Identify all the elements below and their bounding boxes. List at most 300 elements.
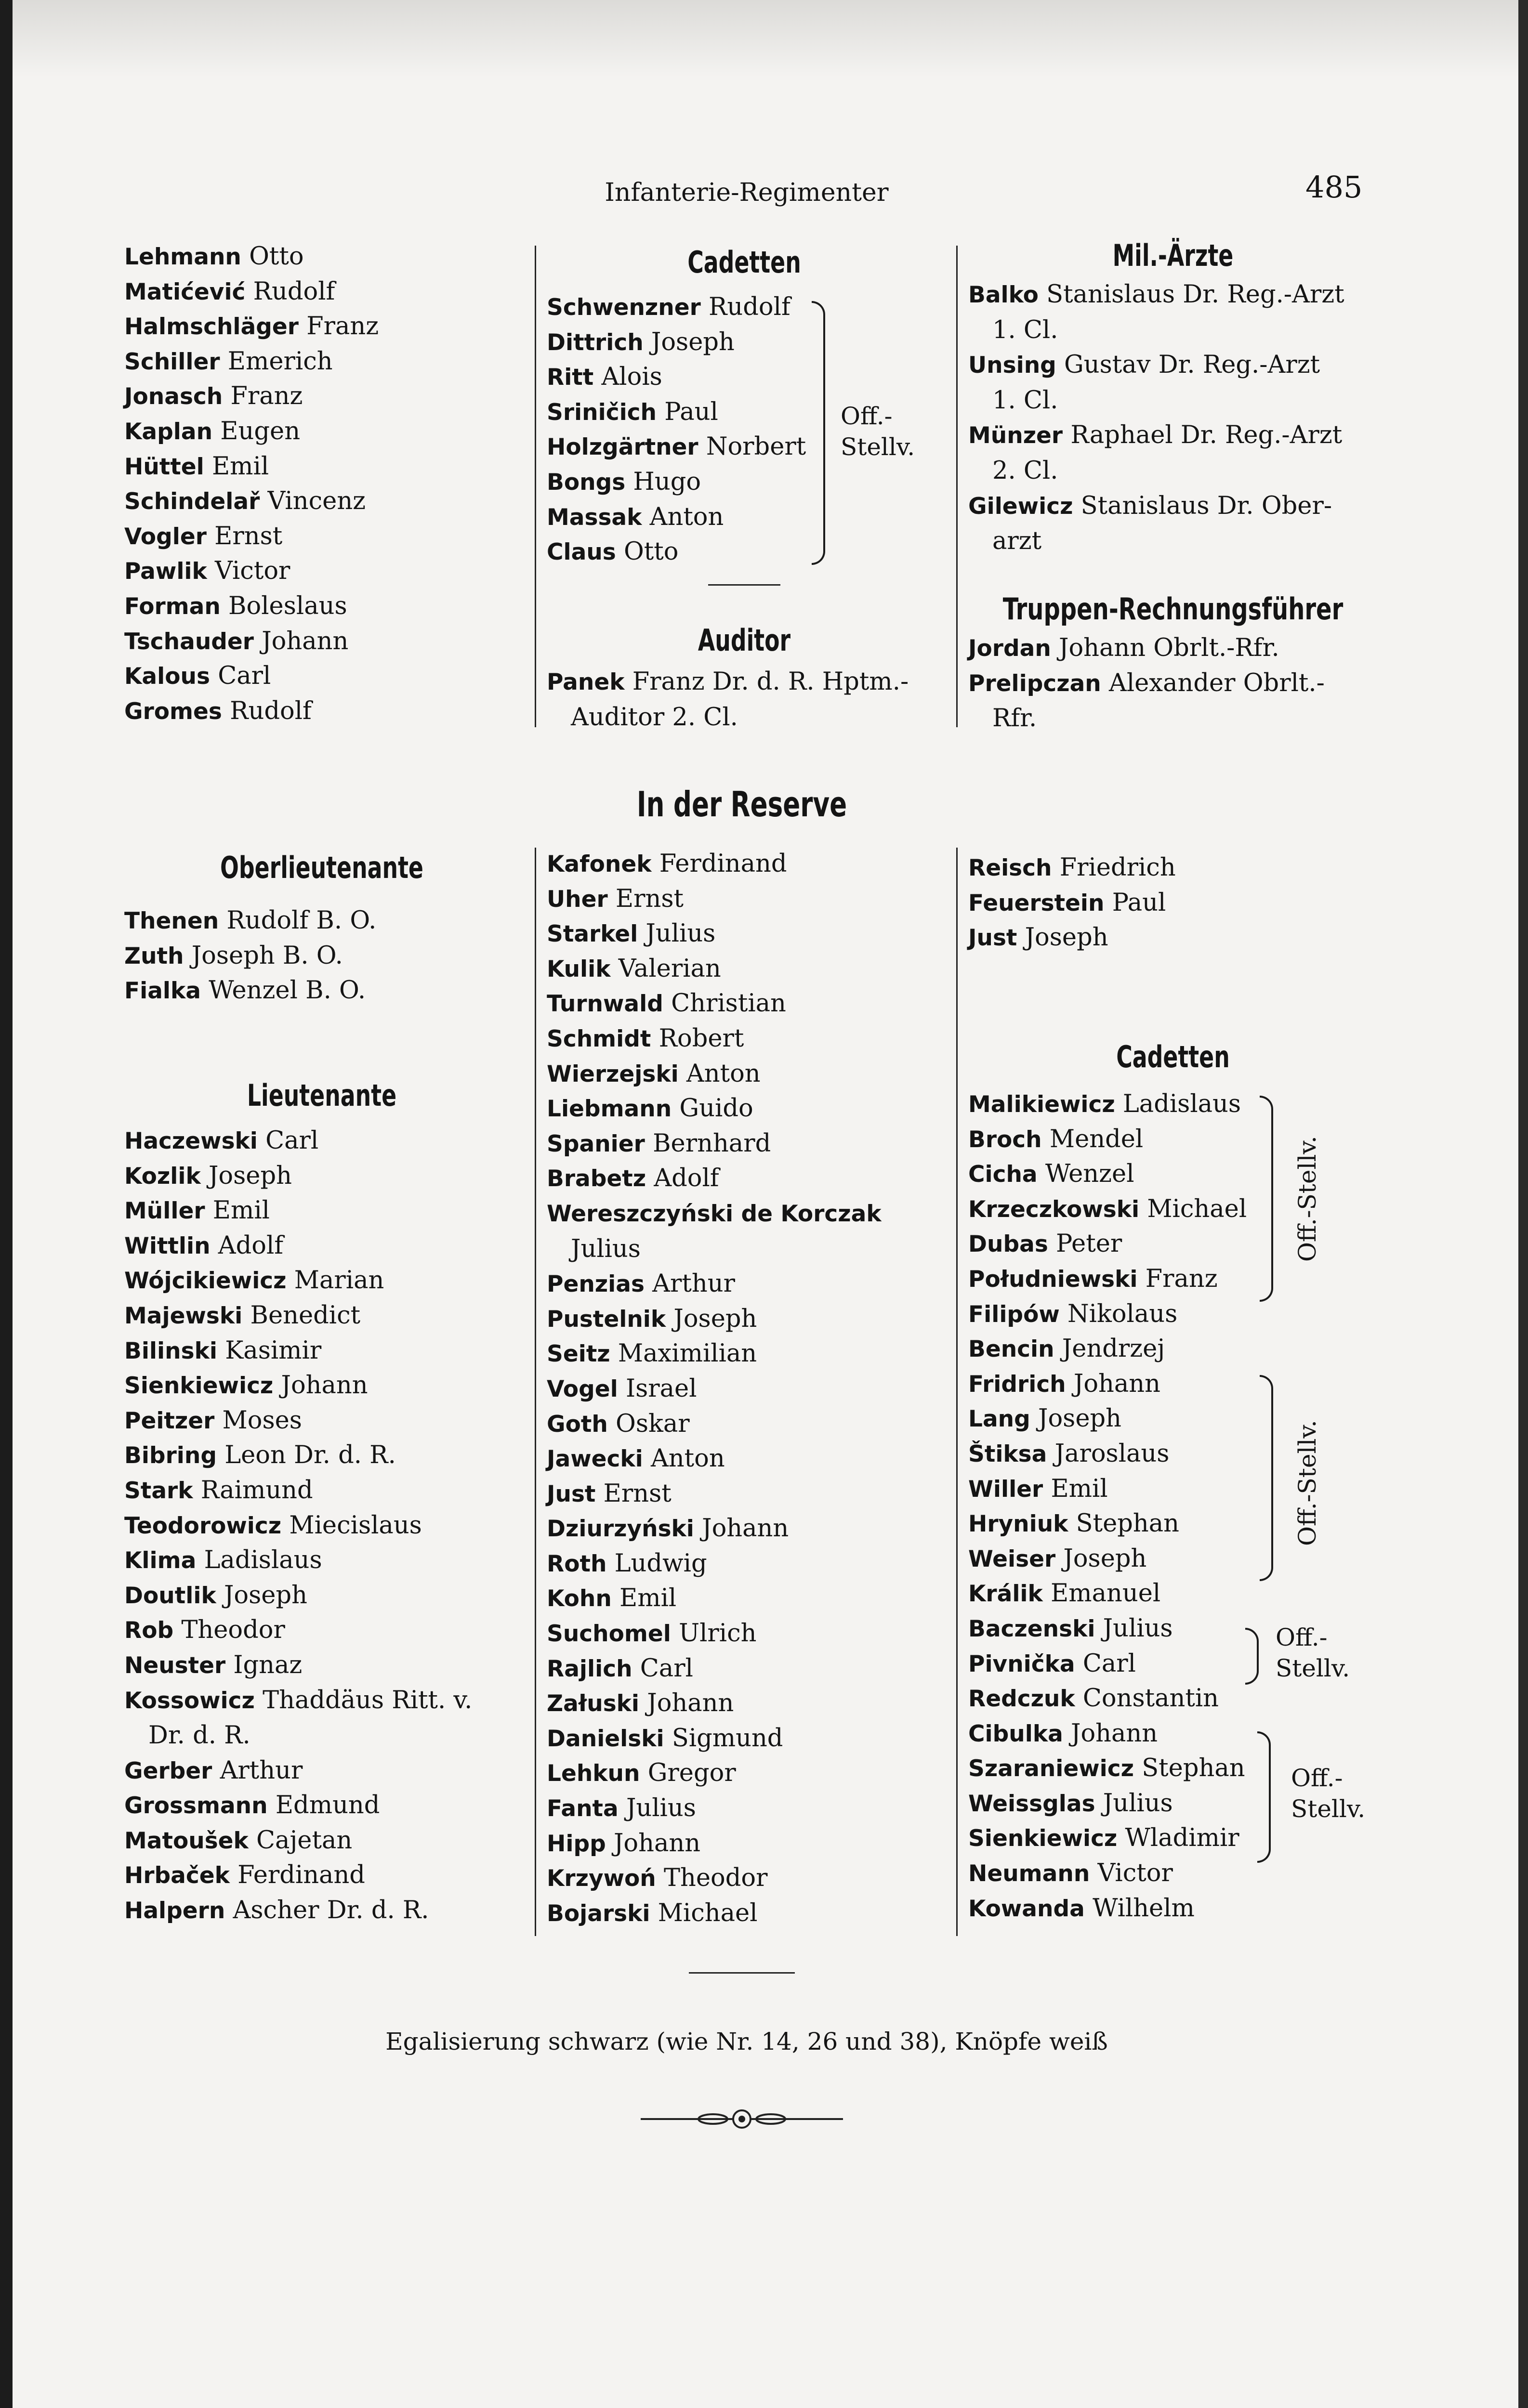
surname: Neuster	[124, 1652, 226, 1679]
section-mil-aerzte	[968, 234, 1378, 559]
given-name: Ignaz	[233, 1650, 303, 1679]
surname: Roth	[547, 1550, 607, 1577]
surname: Kozlik	[124, 1163, 201, 1190]
surname: Ritt	[547, 364, 594, 391]
surname: Massak	[547, 504, 642, 531]
given-name: Franz Dr. d. R. Hptm.-	[632, 667, 909, 696]
surname: Grossmann	[124, 1793, 268, 1819]
list-item	[124, 239, 519, 275]
list-item	[124, 519, 519, 554]
surname: Claus	[547, 539, 616, 566]
given-name: Emerich	[227, 347, 333, 376]
surname: Kowanda	[968, 1895, 1085, 1922]
surname: Danielski	[547, 1725, 664, 1752]
list-item	[968, 1716, 1378, 1752]
list-item	[968, 489, 1378, 559]
given-name: Carl	[640, 1654, 693, 1683]
list-item	[547, 1686, 942, 1721]
given-name: Boleslaus	[228, 591, 347, 620]
given-name: Adolf	[218, 1231, 284, 1260]
surname: Pivnička	[968, 1650, 1075, 1677]
list-item	[124, 659, 519, 694]
surname: Rajlich	[547, 1655, 632, 1682]
given-name: Joseph	[208, 1161, 292, 1190]
given-name: Rudolf	[253, 277, 335, 306]
given-name: Joseph	[1063, 1544, 1147, 1573]
surname: Brabetz	[547, 1165, 646, 1192]
surname: Gerber	[124, 1757, 212, 1784]
given-name: Rudolf B. O.	[226, 906, 377, 935]
list-item	[547, 535, 942, 570]
surname: Vogler	[124, 523, 207, 550]
section-oberleutnante	[124, 844, 519, 1008]
surname: Just	[547, 1480, 596, 1507]
list-item	[968, 1297, 1378, 1332]
short-rule	[708, 584, 780, 586]
given-name: Arthur	[652, 1269, 735, 1298]
surname: Vogel	[547, 1375, 618, 1402]
given-name: Ernst	[615, 884, 684, 913]
brace-vertical-label: Off.-Stellv.	[1293, 1136, 1321, 1262]
brace-label-stellv: Stellv.	[1276, 1654, 1350, 1682]
heading-in-der-reserve: In der Reserve	[636, 784, 847, 824]
surname: Fridrich	[968, 1371, 1066, 1398]
given-name: Vincenz	[267, 487, 366, 516]
surname: Wereszczyński de Korczak	[547, 1200, 882, 1227]
list-item	[547, 952, 942, 987]
list-item	[547, 1372, 942, 1407]
given-name: Bernhard	[653, 1129, 771, 1158]
surname: Hipp	[547, 1830, 606, 1857]
given-name: Ernst	[603, 1479, 672, 1508]
surname: Reisch	[968, 855, 1052, 881]
given-name: Otto	[249, 242, 304, 271]
given-name: Friedrich	[1059, 853, 1176, 882]
list-item	[124, 1543, 519, 1578]
given-name: Adolf	[654, 1164, 719, 1193]
surname: Doutlik	[124, 1582, 216, 1609]
surname: Stark	[124, 1477, 193, 1504]
list-item	[968, 920, 1378, 955]
list-item	[124, 939, 519, 974]
surname: Gromes	[124, 698, 222, 725]
heading-auditor: Auditor	[698, 623, 791, 658]
given-name: Maximilian	[618, 1339, 757, 1368]
list-item	[968, 1262, 1378, 1297]
given-name: Raimund	[200, 1476, 313, 1505]
continuation: 1. Cl.	[992, 386, 1058, 415]
list-item	[547, 1616, 942, 1651]
surname: Załuski	[547, 1690, 640, 1717]
list-item	[124, 1683, 519, 1754]
list-item	[547, 290, 942, 325]
surname: Jonasch	[124, 383, 223, 410]
surname: Peitzer	[124, 1407, 215, 1434]
given-name: Michael	[1147, 1194, 1247, 1223]
given-name: Arthur	[220, 1756, 303, 1785]
ornament-divider	[641, 2105, 843, 2133]
given-name: Wilhelm	[1093, 1894, 1195, 1923]
surname: Feuerstein	[968, 890, 1105, 916]
surname: Malikiewicz	[968, 1091, 1115, 1118]
given-name: Joseph B. O.	[191, 941, 343, 970]
given-name: Ulrich	[679, 1619, 757, 1648]
given-name: Victor	[1097, 1859, 1173, 1888]
brace	[812, 301, 825, 565]
surname: Thenen	[124, 908, 219, 934]
surname: Jordan	[968, 635, 1051, 662]
brace-label-stellv: Stellv.	[1291, 1795, 1366, 1823]
given-name: Emil	[212, 1196, 270, 1225]
list-item	[547, 1477, 942, 1512]
surname: Goth	[547, 1411, 608, 1438]
surname: Cicha	[968, 1161, 1038, 1188]
heading-cadetten: Cadetten	[687, 245, 801, 280]
list-item	[968, 1891, 1378, 1926]
continuation: arzt	[992, 527, 1042, 556]
list-item	[124, 1298, 519, 1334]
brace-label-stellv: Stellv.	[841, 433, 915, 461]
list-item	[124, 449, 519, 484]
given-name: Kasimir	[225, 1336, 322, 1365]
list-item	[124, 903, 519, 939]
list-item	[547, 1302, 942, 1337]
section-auditor	[547, 616, 942, 735]
continuation: 2. Cl.	[992, 456, 1058, 485]
given-name: Valerian	[618, 954, 721, 983]
surname: Holzgärtner	[547, 434, 698, 461]
given-name: Paul	[1112, 888, 1166, 917]
surname: Forman	[124, 593, 221, 620]
given-name: Johann	[702, 1514, 789, 1543]
list-item	[968, 1856, 1378, 1891]
surname: Hrbaček	[124, 1862, 230, 1889]
section-truppen-rechnungsfuehrer	[968, 588, 1378, 736]
given-name: Joseph	[673, 1304, 757, 1333]
surname: Kulik	[547, 955, 611, 982]
given-name: Wenzel B. O.	[209, 976, 366, 1005]
surname: Unsing	[968, 352, 1056, 379]
brace-label-off: Off.-	[1291, 1764, 1343, 1792]
surname: Liebmann	[547, 1096, 672, 1123]
heading-truppen-rechnungsfuehrer: Truppen-Rechnungsführer	[1002, 591, 1344, 627]
entry-auditor	[547, 665, 942, 735]
given-name: Stanislaus Dr. Ober-	[1080, 491, 1332, 520]
list-item	[124, 309, 519, 344]
given-name: Johann	[613, 1829, 701, 1858]
given-name: Joseph	[651, 327, 735, 356]
given-name: Nikolaus	[1067, 1299, 1178, 1328]
surname: Starkel	[547, 921, 638, 948]
given-name: Emil	[211, 452, 269, 481]
list-item	[547, 1896, 942, 1931]
given-name: Stephan	[1076, 1509, 1180, 1538]
given-name: Oskar	[616, 1409, 690, 1438]
list-oberlieutenante	[124, 903, 519, 1008]
surname: Penzias	[547, 1271, 645, 1298]
list-item	[124, 1893, 519, 1928]
given-name: Anton	[650, 1444, 725, 1473]
list-item	[968, 1542, 1378, 1577]
given-name: Joseph	[1038, 1404, 1121, 1433]
given-name: Christian	[671, 989, 786, 1018]
surname: Dziurzyński	[547, 1516, 694, 1543]
given-name: Peter	[1056, 1230, 1122, 1258]
given-name: Ladislaus	[204, 1546, 322, 1575]
heading-cadetten-reserve: Cadetten	[1116, 1039, 1230, 1074]
continuation: Auditor 2. Cl.	[571, 703, 738, 732]
surname: Matoušek	[124, 1827, 249, 1854]
continuation: Julius	[571, 1234, 641, 1263]
given-name: Sigmund	[672, 1724, 783, 1753]
given-name: Ferdinand	[237, 1861, 365, 1890]
brace-label	[841, 401, 915, 462]
given-name: Carl	[1082, 1649, 1136, 1678]
surname: Bilinski	[124, 1337, 217, 1364]
given-name: Johann	[647, 1689, 734, 1718]
surname: Matićević	[124, 278, 246, 305]
surname: Halmschläger	[124, 314, 299, 340]
column-rule	[535, 848, 536, 1936]
given-name: Johann	[281, 1371, 368, 1400]
surname: Turnwald	[547, 991, 663, 1018]
surname: Sriničich	[547, 399, 657, 426]
given-name: Joseph	[1025, 923, 1108, 952]
surname: Panek	[547, 669, 625, 695]
given-name: Miecislaus	[289, 1511, 422, 1540]
brace	[1257, 1731, 1271, 1863]
brace	[1245, 1628, 1259, 1685]
list-item	[124, 1159, 519, 1194]
given-name: Thaddäus Ritt. v.	[263, 1686, 473, 1714]
list-item	[124, 1263, 519, 1298]
surname: Münzer	[968, 422, 1063, 449]
heading-mil-aerzte: Mil.-Ärzte	[1112, 238, 1234, 273]
given-name: Alexander Obrlt.-	[1108, 668, 1325, 697]
list-item	[124, 484, 519, 519]
given-name: Michael	[658, 1898, 758, 1927]
given-name: Leon Dr. d. R.	[224, 1441, 396, 1470]
given-name: Guido	[679, 1094, 753, 1123]
running-head: Infanterie-Regimenter	[605, 178, 889, 207]
surname: Müller	[124, 1198, 205, 1225]
surname: Schiller	[124, 348, 220, 375]
list-item	[124, 1648, 519, 1683]
list-item	[968, 666, 1378, 736]
surname: Just	[968, 925, 1017, 952]
list-item	[968, 1332, 1378, 1367]
surname: Wójcikiewicz	[124, 1268, 287, 1295]
surname: Południewski	[968, 1266, 1138, 1293]
given-name: Mendel	[1049, 1125, 1144, 1153]
surname: Kossowicz	[124, 1687, 255, 1714]
continuation: 1. Cl.	[992, 315, 1058, 344]
given-name: Ernst	[214, 522, 283, 550]
list-item	[547, 465, 942, 500]
given-name: Franz	[306, 312, 379, 341]
given-name: Carl	[218, 662, 271, 691]
list-item	[547, 1057, 942, 1092]
surname: Majewski	[124, 1302, 243, 1329]
list-item	[124, 1858, 519, 1893]
given-name: Rudolf	[230, 696, 312, 725]
brace-vertical-label: Off.-Stellv.	[1293, 1420, 1321, 1546]
surname: Rob	[124, 1617, 174, 1644]
surname: Klima	[124, 1547, 197, 1574]
surname: Broch	[968, 1126, 1042, 1153]
surname: Teodorowicz	[124, 1512, 282, 1539]
surname: Wittlin	[124, 1232, 211, 1259]
list-item	[968, 418, 1378, 488]
given-name: Jendrzej	[1062, 1335, 1165, 1363]
surname: Pawlik	[124, 558, 207, 585]
list-item	[124, 973, 519, 1008]
surname: Schmidt	[547, 1025, 651, 1052]
given-name: Otto	[623, 537, 679, 566]
surname: Wierzejski	[547, 1060, 679, 1087]
heading-oberlieutenante: Oberlieutenante	[220, 850, 423, 885]
list-item	[547, 1407, 942, 1442]
column-rule	[956, 848, 958, 1936]
given-name: Cajetan	[256, 1826, 353, 1855]
given-name: Wladimir	[1125, 1824, 1239, 1853]
list-active-names	[124, 239, 519, 729]
list-item	[124, 1193, 519, 1229]
continuation: Rfr.	[992, 704, 1037, 733]
surname: Uher	[547, 886, 608, 913]
surname: Baczenski	[968, 1615, 1095, 1642]
given-name: Emanuel	[1051, 1579, 1161, 1608]
surname: Fialka	[124, 978, 201, 1005]
given-name: Paul	[664, 397, 718, 426]
list-item	[547, 1511, 942, 1546]
surname: Zuth	[124, 942, 184, 969]
list-item	[124, 1473, 519, 1508]
continuation: Dr. d. R.	[148, 1721, 250, 1750]
surname: Prelipczan	[968, 670, 1101, 697]
given-name: Ascher Dr. d. R.	[233, 1896, 429, 1925]
brace	[1260, 1375, 1273, 1581]
given-name: Stanislaus Dr. Reg.-Arzt	[1046, 280, 1344, 309]
given-name: Gregor	[647, 1759, 736, 1788]
list-item	[547, 1861, 942, 1896]
surname: Štiksa	[968, 1440, 1047, 1467]
given-name: Julius	[626, 1794, 696, 1823]
given-name: Marian	[294, 1266, 384, 1295]
surname: Kaplan	[124, 418, 213, 445]
footer-rule	[689, 1972, 795, 1974]
surname: Lehmann	[124, 244, 241, 270]
surname: Neumann	[968, 1860, 1090, 1887]
scan-left-edge	[0, 0, 13, 2408]
surname: Bencin	[968, 1336, 1054, 1363]
list-item	[968, 851, 1378, 886]
list-item	[124, 1788, 519, 1823]
surname: Cibulka	[968, 1720, 1063, 1747]
given-name: Julius	[645, 919, 716, 948]
given-name: Ferdinand	[659, 850, 787, 878]
scan-right-edge	[1518, 0, 1528, 2408]
given-name: Franz	[230, 382, 303, 411]
surname: Dittrich	[547, 329, 644, 356]
list-item	[124, 589, 519, 624]
list-item	[124, 554, 519, 589]
list-item	[124, 694, 519, 729]
list-reserve-names	[547, 847, 942, 1931]
surname: Kohn	[547, 1585, 612, 1612]
surname: Pustelnik	[547, 1306, 666, 1333]
surname: Hüttel	[124, 453, 204, 480]
list-item	[547, 325, 942, 360]
list-item	[547, 1161, 942, 1196]
list-item	[124, 1823, 519, 1858]
surname: Halpern	[124, 1898, 225, 1924]
given-name: Robert	[659, 1024, 744, 1053]
surname: Kalous	[124, 663, 210, 690]
list-item	[124, 1438, 519, 1473]
brace-label-off: Off.-	[1276, 1623, 1328, 1651]
column-rule	[535, 246, 536, 727]
surname: Fanta	[547, 1795, 619, 1822]
column-rule	[956, 246, 958, 727]
footer-egalisierung: Egalisierung schwarz (wie Nr. 14, 26 und 38), Knöpfe weiß	[385, 2028, 1108, 2055]
list-item	[547, 1441, 942, 1477]
list-item	[968, 1821, 1378, 1856]
given-name: Theodor	[181, 1616, 285, 1645]
given-name: Ladislaus	[1122, 1090, 1241, 1118]
list-item	[124, 1508, 519, 1544]
given-name: Raphael Dr. Reg.-Arzt	[1070, 421, 1343, 450]
surname: Sienkiewicz	[968, 1825, 1118, 1852]
surname: Bojarski	[547, 1900, 650, 1927]
heading-lieutenante: Lieutenante	[247, 1078, 397, 1113]
list-item	[968, 277, 1378, 348]
given-name: Jaroslaus	[1054, 1439, 1170, 1468]
given-name: Wenzel	[1045, 1160, 1134, 1189]
surname: Haczewski	[124, 1128, 258, 1154]
surname: Lehkun	[547, 1760, 640, 1787]
surname: Weiser	[968, 1545, 1056, 1572]
list-item	[547, 1756, 942, 1791]
list-item	[124, 414, 519, 449]
given-name: Carl	[265, 1126, 319, 1155]
brace-label-off: Off.-	[841, 402, 893, 430]
brace-label	[1291, 1763, 1365, 1824]
surname: Lang	[968, 1406, 1030, 1433]
given-name: Joseph	[224, 1581, 307, 1610]
list-item	[124, 1613, 519, 1648]
surname: Dubas	[968, 1231, 1048, 1258]
given-name: Ludwig	[614, 1549, 707, 1578]
given-name: Benedict	[250, 1301, 361, 1330]
given-name: Eugen	[220, 417, 301, 445]
list-item	[124, 1229, 519, 1264]
list-item	[547, 986, 942, 1021]
list-mil-aerzte	[968, 277, 1378, 559]
surname: Redczuk	[968, 1686, 1075, 1713]
list-item	[968, 1367, 1378, 1402]
list-item	[124, 1334, 519, 1369]
given-name: Johann	[1073, 1369, 1160, 1398]
list-item	[968, 1576, 1378, 1611]
list-item	[547, 500, 942, 535]
given-name: Emil	[619, 1584, 677, 1613]
surname: Willer	[968, 1476, 1043, 1503]
surname: Králik	[968, 1581, 1043, 1608]
given-name: Edmund	[275, 1791, 380, 1820]
given-name: Franz	[1145, 1264, 1218, 1293]
surname: Gilewicz	[968, 493, 1073, 520]
